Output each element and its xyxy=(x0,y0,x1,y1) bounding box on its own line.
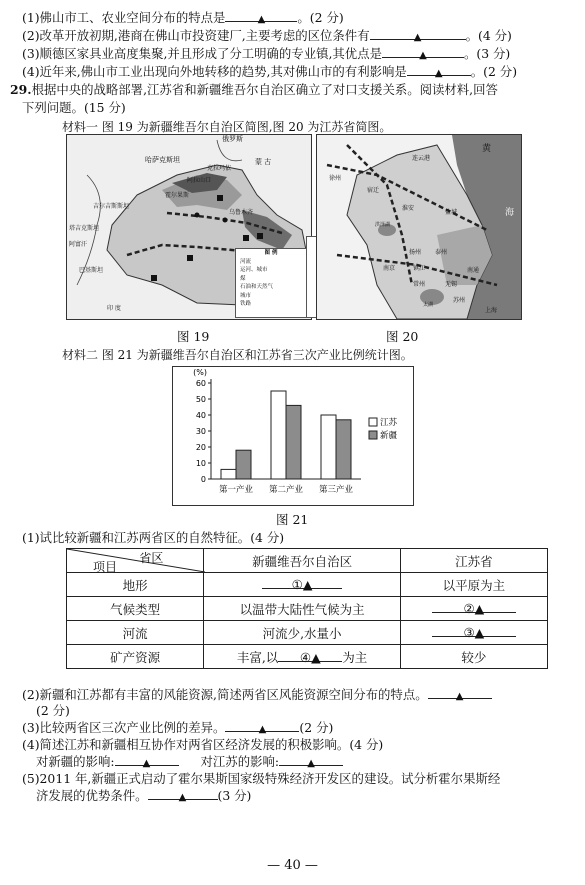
answer-blank[interactable]: ▲ xyxy=(382,46,464,58)
answer-cell-4[interactable]: 丰富,以 ④▲ 为主 xyxy=(204,645,400,669)
q5-line-1: (5)2011 年,新疆正式启动了霍尔果斯国家级特殊经济开发区的建设。试分析霍尔果斯经 xyxy=(22,771,501,786)
map-label-taihu-lake: 太湖 xyxy=(423,302,434,308)
q29-intro-2: 下列问题。(15 分) xyxy=(22,100,126,115)
map-label-karamay: 克拉玛依 xyxy=(207,165,232,172)
table-row: 气候类型 以温带大陆性气候为主 ②▲ xyxy=(67,597,548,621)
jiangsu-map xyxy=(316,134,522,320)
jiangsu-map-graphic xyxy=(317,135,521,319)
answer-cell-2[interactable]: ②▲ xyxy=(400,597,547,621)
map-label-alashankou: 阿拉山口 xyxy=(187,177,212,184)
map-label-huaian: 淮安 xyxy=(402,205,415,212)
comparison-table xyxy=(66,548,548,669)
map-label-nanjing: 南京 xyxy=(383,265,396,272)
bar-江苏-第一产业 xyxy=(221,469,236,479)
chart-21-frame xyxy=(172,366,414,506)
y-tick-label: 10 xyxy=(195,459,206,468)
bar-新疆-第一产业 xyxy=(236,450,251,479)
map-label-tajikistan: 塔吉克斯坦 xyxy=(69,225,100,232)
q28-line-4: (4)近年来,佛山市工业出现向外地转移的趋势,其对佛山市的有利影响是 ▲ 。(2 分) xyxy=(22,64,518,79)
page-number: — 40 — xyxy=(267,858,318,873)
bar-新疆-第二产业 xyxy=(286,405,301,479)
map-label-hongze-lake: 洪泽湖 xyxy=(375,222,391,228)
map-label-suzhou: 苏州 xyxy=(453,297,466,304)
map-label-lianyungang: 连云港 xyxy=(412,155,431,162)
map-label-suqian: 宿迁 xyxy=(367,187,380,194)
answer-blank[interactable]: ▲ xyxy=(225,10,297,22)
map-label-mongolia: 蒙 古 xyxy=(255,158,272,166)
figure-20-caption: 图 20 xyxy=(386,329,419,344)
map-label-changzhou: 常州 xyxy=(413,281,426,288)
figure-21-caption: 图 21 xyxy=(276,512,309,527)
map-label-india: 印 度 xyxy=(107,305,121,312)
q5-line-2: 济发展的优势条件。 ▲ (3 分) xyxy=(36,788,252,803)
y-axis-label: (%) xyxy=(193,368,207,377)
q4-answers: 对新疆的影响: ▲ 对江苏的影响: ▲ xyxy=(36,754,343,770)
answer-blank[interactable]: ▲ xyxy=(148,788,218,800)
q2-line-1: (2)新疆和江苏都有丰富的风能资源,简述两省区风能资源空间分布的特点。 ▲ xyxy=(22,687,492,703)
table-row: 河流 河流少,水量小 ③▲ xyxy=(67,621,548,645)
map-label-khorgos: 霍尔果斯 xyxy=(165,192,190,199)
y-tick-label: 0 xyxy=(200,475,206,484)
bar-江苏-第三产业 xyxy=(321,415,336,479)
figure-19-caption: 图 19 xyxy=(177,329,210,344)
answer-blank[interactable]: ▲ xyxy=(407,64,471,76)
map-label-yellow: 黄 xyxy=(482,144,492,154)
map-legend: 图 例 河流 运河、城市 煤 石油和天然气 城市 铁路 xyxy=(235,248,307,318)
q3-line: (3)比较两省区三次产业比例的差异。 ▲ (2 分) xyxy=(22,720,334,735)
map-label-afghanistan: 阿富汗 xyxy=(69,241,88,248)
map-label-zhenjiang: 镇江 xyxy=(413,265,426,272)
legend-swatch-江苏 xyxy=(369,418,377,426)
table-header-row xyxy=(67,549,548,573)
diagonal-header-cell: 省区 项目 xyxy=(67,549,204,573)
bar-江苏-第二产业 xyxy=(271,391,286,479)
q1-text: (1)试比较新疆和江苏两省区的自然特征。(4 分) xyxy=(22,530,285,545)
header-xinjiang: 新疆维吾尔自治区 xyxy=(204,549,400,573)
q28-line-1: (1)佛山市工、农业空间分布的特点是 ▲ 。(2 分) xyxy=(22,10,344,25)
answer-blank[interactable]: ▲ xyxy=(115,754,179,766)
legend-label: 江苏 xyxy=(380,418,398,428)
header-jiangsu: 江苏省 xyxy=(400,549,547,573)
answer-blank[interactable]: ▲ xyxy=(225,720,299,732)
q2-line-2: (2 分) xyxy=(36,703,70,718)
q28-line-2: (2)改革开放初期,港商在佛山市投资建厂,主要考虑的区位条件有 ▲ 。(4 分) xyxy=(22,28,512,43)
bar-新疆-第三产业 xyxy=(336,420,351,479)
y-tick-label: 60 xyxy=(195,379,206,388)
map-label-yangzhou: 扬州 xyxy=(409,249,422,256)
map-label-sea: 海 xyxy=(505,208,515,218)
map-label-pakistan: 巴基斯坦 xyxy=(79,267,104,274)
answer-blank[interactable]: ▲ xyxy=(279,754,343,766)
map-label-wuxi: 无锡 xyxy=(445,281,458,288)
map-label-nantong: 南通 xyxy=(467,267,480,274)
y-tick-label: 20 xyxy=(195,443,206,452)
category-label: 第二产业 xyxy=(268,485,304,495)
answer-cell-1[interactable]: ①▲ xyxy=(204,573,400,597)
answer-blank[interactable]: ▲ xyxy=(428,687,492,699)
y-tick-label: 50 xyxy=(195,395,206,404)
industry-structure-chart xyxy=(173,367,413,505)
map-label-yancheng: 盐城 xyxy=(445,209,458,216)
category-label: 第三产业 xyxy=(318,485,354,495)
answer-cell-3[interactable]: ③▲ xyxy=(400,621,547,645)
diagonal-line xyxy=(67,549,205,572)
material-2-caption: 材料二 图 21 为新疆维吾尔自治区和江苏省三次产业比例统计图。 xyxy=(62,348,413,362)
legend-label: 新疆 xyxy=(380,431,398,441)
map-label-kyrgyzstan: 吉尔吉斯斯坦 xyxy=(93,203,130,210)
table-row: 矿产资源 丰富,以 ④▲ 为主 较少 xyxy=(67,645,548,669)
map-label-kazakhstan: 哈萨克斯坦 xyxy=(145,156,180,164)
material-1-caption: 材料一 图 19 为新疆维吾尔自治区简图,图 20 为江苏省简图。 xyxy=(62,120,392,134)
map-label-taizhou: 泰州 xyxy=(435,249,448,256)
table-row: 地形 ①▲ 以平原为主 xyxy=(67,573,548,597)
map-label-russia: 俄罗斯 xyxy=(222,135,243,143)
q29-intro-1: 29.根据中央的战略部署,江苏省和新疆维吾尔自治区确立了对口支援关系。阅读材料,回答 xyxy=(10,82,498,97)
q28-line-3: (3)顺德区家具业高度集聚,并且形成了分工明确的专业镇,其优点是 ▲ 。(3 分) xyxy=(22,46,511,61)
legend-swatch-新疆 xyxy=(369,431,377,439)
map-label-shanghai: 上海 xyxy=(485,307,498,314)
answer-blank[interactable]: ▲ xyxy=(370,28,466,40)
y-tick-label: 40 xyxy=(195,411,206,420)
map-label-urumqi: 乌鲁木齐 xyxy=(229,209,254,216)
map-label-xuzhou: 徐州 xyxy=(329,175,342,182)
category-label: 第一产业 xyxy=(218,485,254,495)
q4-line: (4)简述江苏和新疆相互协作对两省区经济发展的积极影响。(4 分) xyxy=(22,737,384,752)
y-tick-label: 30 xyxy=(195,427,206,436)
